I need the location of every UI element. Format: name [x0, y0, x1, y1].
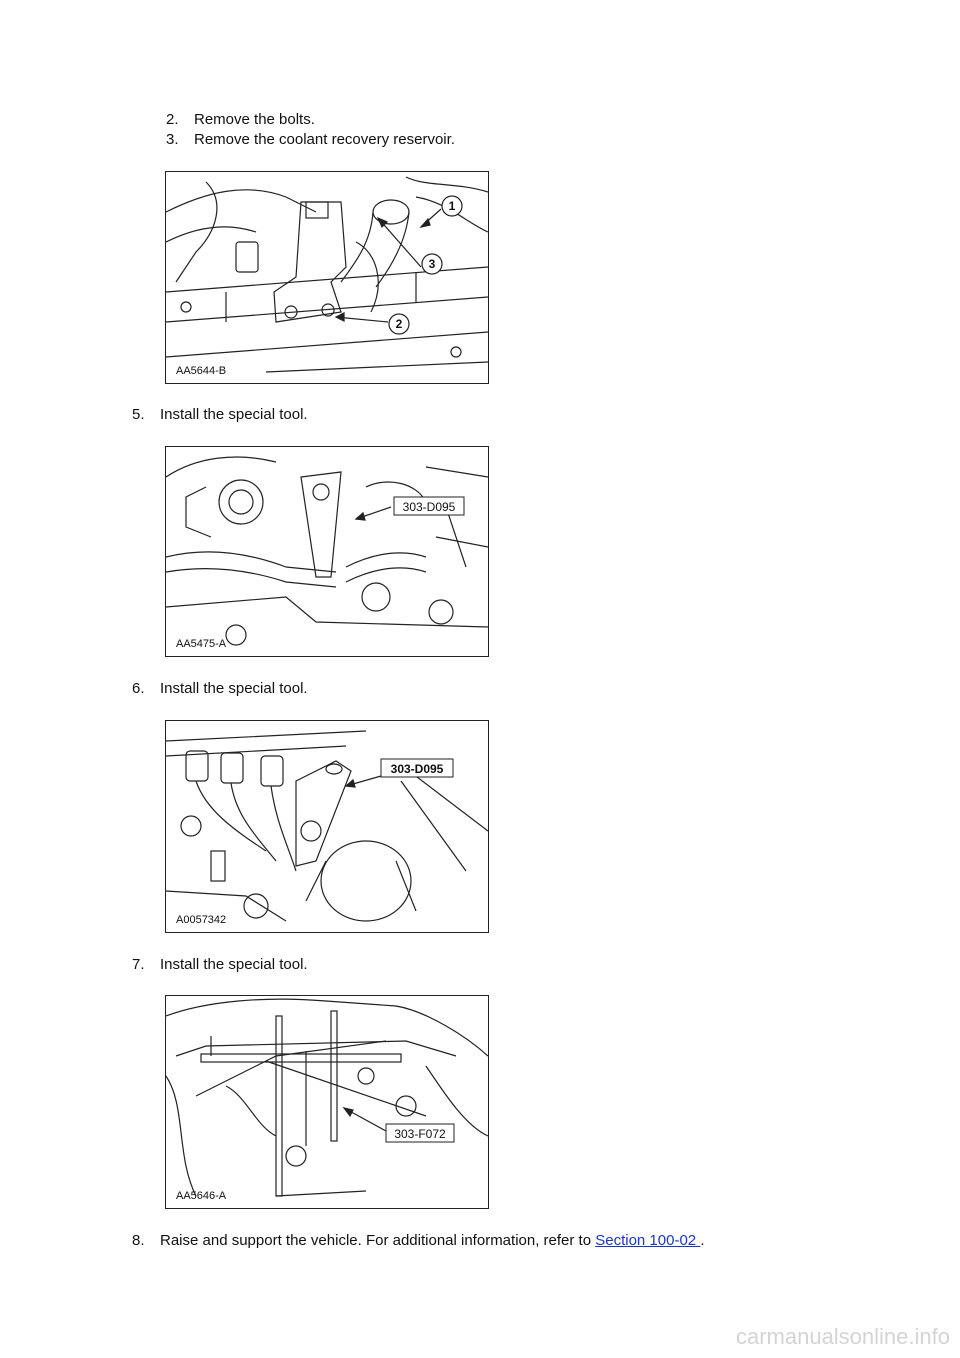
special-tool-illustration	[166, 996, 488, 1208]
figure-special-tool-1	[165, 446, 489, 657]
figure-id: A0057342	[176, 914, 227, 926]
special-tool-illustration	[166, 721, 488, 932]
section-link[interactable]: Section 100-02	[595, 1232, 701, 1249]
tool-label: 303-F072	[394, 1127, 446, 1141]
step-7: 7. Install the special tool.	[132, 956, 308, 973]
figure-id: AA5644-B	[176, 365, 227, 377]
step-5: 5. Install the special tool.	[132, 406, 308, 423]
step-3: 3. Remove the coolant recovery reservoir.	[166, 131, 455, 148]
callout-1: 1	[448, 199, 456, 213]
figure-id: AA5646-A	[176, 1190, 227, 1202]
figure-coolant-reservoir	[165, 171, 489, 384]
special-tool-illustration	[166, 447, 488, 656]
figure-id: AA5475-A	[176, 638, 227, 650]
callout-3: 3	[428, 257, 436, 271]
watermark: carmanualsonline.info	[735, 1324, 950, 1349]
callout-2: 2	[395, 317, 403, 331]
step-2: 2. Remove the bolts.	[166, 111, 315, 128]
tool-label: 303-D095	[402, 500, 456, 514]
coolant-reservoir-illustration	[166, 172, 488, 383]
tool-label: 303-D095	[390, 762, 444, 776]
step-8: 8. Raise and support the vehicle. For additional information, refer to Section 100-02 .	[132, 1232, 705, 1249]
step-6: 6. Install the special tool.	[132, 680, 308, 697]
figure-special-tool-3	[165, 995, 489, 1209]
figure-special-tool-2	[165, 720, 489, 933]
